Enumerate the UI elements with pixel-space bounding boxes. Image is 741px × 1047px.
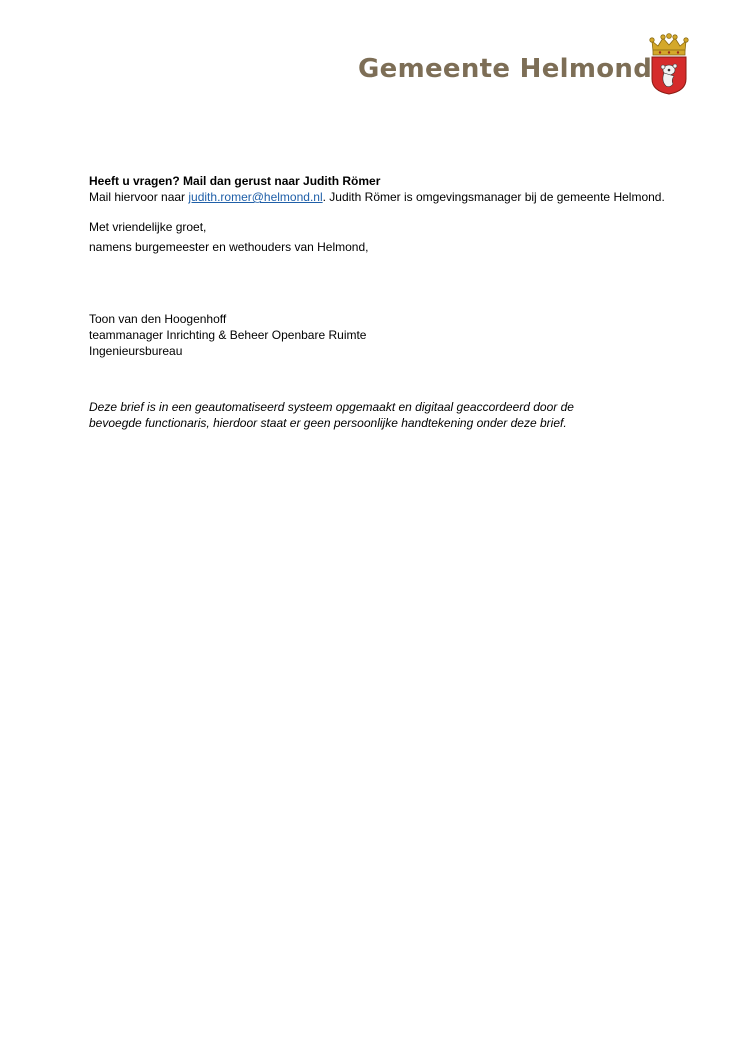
signatory-department: Ingenieursbureau xyxy=(89,344,183,358)
contact-line xyxy=(89,189,709,205)
letterhead xyxy=(0,0,741,110)
greeting: Met vriendelijke groet, xyxy=(89,220,207,234)
signatory-role: teammanager Inrichting & Beheer Openbare Ruimte xyxy=(89,328,367,342)
coat-of-arms-icon xyxy=(649,33,689,95)
email-link[interactable]: judith.romer@helmond.nl xyxy=(188,190,323,204)
disclaimer-line-1: Deze brief is in een geautomatiseerd systeem opgemaakt en digitaal geaccordeerd door de xyxy=(89,400,574,414)
on-behalf-line: namens burgemeester en wethouders van Helmond, xyxy=(89,240,369,254)
contact-heading: Heeft u vragen? Mail dan gerust naar Judith Römer xyxy=(89,174,381,188)
letter-body xyxy=(89,173,709,431)
contact-line-suffix: . Judith Römer is omgevingsmanager bij de gemeente Helmond. xyxy=(322,190,665,204)
disclaimer-line-2: bevoegde functionaris, hierdoor staat er geen persoonlijke handtekening onder deze brief. xyxy=(89,416,567,430)
signatory-name: Toon van den Hoogenhoff xyxy=(89,312,227,326)
organization-name: Gemeente Helmond xyxy=(358,54,653,84)
contact-line-prefix: Mail hiervoor naar xyxy=(89,190,189,204)
